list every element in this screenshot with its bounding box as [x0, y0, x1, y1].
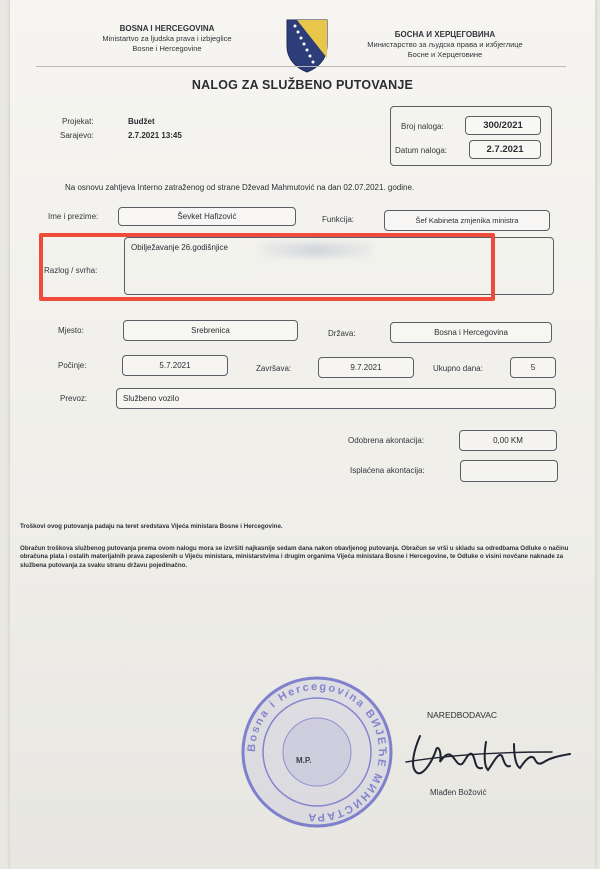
header-right-country: БОСНА И ХЕРЦЕГОВИНА — [394, 30, 496, 39]
header-right-ministry: Министарство за људска права и избјеглице — [367, 40, 523, 49]
datum-naloga-value: 2.7.2021 — [469, 140, 541, 159]
broj-naloga-value: 300/2021 — [465, 116, 541, 135]
ime-prezime-label: Ime i prezime: — [48, 212, 99, 221]
odobrena-akontacija-label: Odobrena akontacija: — [348, 436, 425, 445]
official-stamp-icon — [232, 672, 402, 832]
funkcija-label: Funkcija: — [322, 215, 355, 224]
header-left-country: BOSNA I HERCEGOVINA — [119, 24, 215, 33]
funkcija-field: Šef Kabineta zmjenika ministra — [384, 210, 550, 231]
naredbodavac-label: NAREDBODAVAC — [427, 710, 498, 720]
zavrsava-label: Završava: — [256, 364, 292, 373]
mjesto-label: Mjesto: — [58, 326, 84, 335]
mp-label: M.P. — [296, 756, 312, 765]
razlog-label: Razlog / svrha: — [44, 266, 98, 275]
ukupno-dana-label: Ukupno dana: — [433, 364, 483, 373]
ukupno-dana-field: 5 — [510, 357, 556, 378]
header-right-state: Босне и Херцеговине — [407, 50, 483, 59]
stamp-text: Bosna i Hercegovina ВИЈЕЋЕ МИНИСТАРА — [245, 680, 389, 824]
highlight-box — [39, 233, 495, 301]
drzava-label: Država: — [328, 329, 356, 338]
ime-prezime-field: Ševket Hafizović — [118, 207, 296, 226]
signature-icon — [402, 722, 582, 782]
isplacena-akontacija-label: Isplaćena akontacija: — [350, 466, 425, 475]
pocinje-field: 5.7.2021 — [122, 355, 228, 376]
note-calculation: Obračun troškova službenog putovanja prema ovom nalogu mora se izvršiti najkasnije sedam dana nakon obavljenog putovanja. Obračun se vrši u skladu sa odredbama Odluke o načinu obračuna plata i ostalih materijalnih prava zaposlenih u Vijeću ministara, ministarstvima i drugim organima Vijeća ministara Bosne i Hercegovine, te Odluke o visini novčane naknade za službena putovanja za svaku stranu državu pojedinačno. — [20, 545, 569, 569]
header-left — [62, 24, 272, 54]
sarajevo-label: Sarajevo: — [60, 131, 94, 140]
drzava-field: Bosna i Hercegovina — [390, 322, 552, 343]
document-title: NALOG ZA SLUŽBENO PUTOVANJE — [191, 78, 414, 92]
zavrsava-field: 9.7.2021 — [318, 357, 414, 378]
projekat-label: Projekat: — [62, 117, 94, 126]
note-costs: Troškovi ovog putovanja padaju na teret sredstava Vijeća ministara Bosne i Hercegovine. — [20, 523, 283, 530]
prevoz-label: Prevoz: — [60, 394, 88, 403]
broj-naloga-label: Broj naloga: — [401, 122, 444, 131]
projekat-value: Budžet — [128, 117, 155, 126]
document-page — [10, 0, 595, 869]
header-right — [340, 30, 550, 60]
header-divider — [36, 66, 566, 67]
odobrena-akontacija-field: 0,00 KM — [459, 430, 557, 451]
isplacena-akontacija-field — [460, 460, 558, 482]
prevoz-field: Službeno vozilo — [116, 388, 556, 409]
datum-naloga-label: Datum naloga: — [395, 146, 448, 155]
razlog-value: Obilježavanje 26.godišnjice — [131, 243, 228, 252]
sarajevo-datetime: 2.7.2021 13:45 — [128, 131, 182, 140]
intro-text: Na osnovu zahtjeva Interno zatraženog od strane Dževad Mahmutović na dan 02.07.2021. godine. — [65, 183, 415, 192]
signatory-name: Mlađen Božović — [430, 788, 487, 797]
mjesto-field: Srebrenica — [123, 320, 298, 341]
pocinje-label: Počinje: — [58, 361, 87, 370]
header-left-ministry: Ministartvo za ljudska prava i izbjeglice — [102, 34, 232, 43]
header-left-state: Bosne i Hercegovine — [132, 44, 202, 53]
